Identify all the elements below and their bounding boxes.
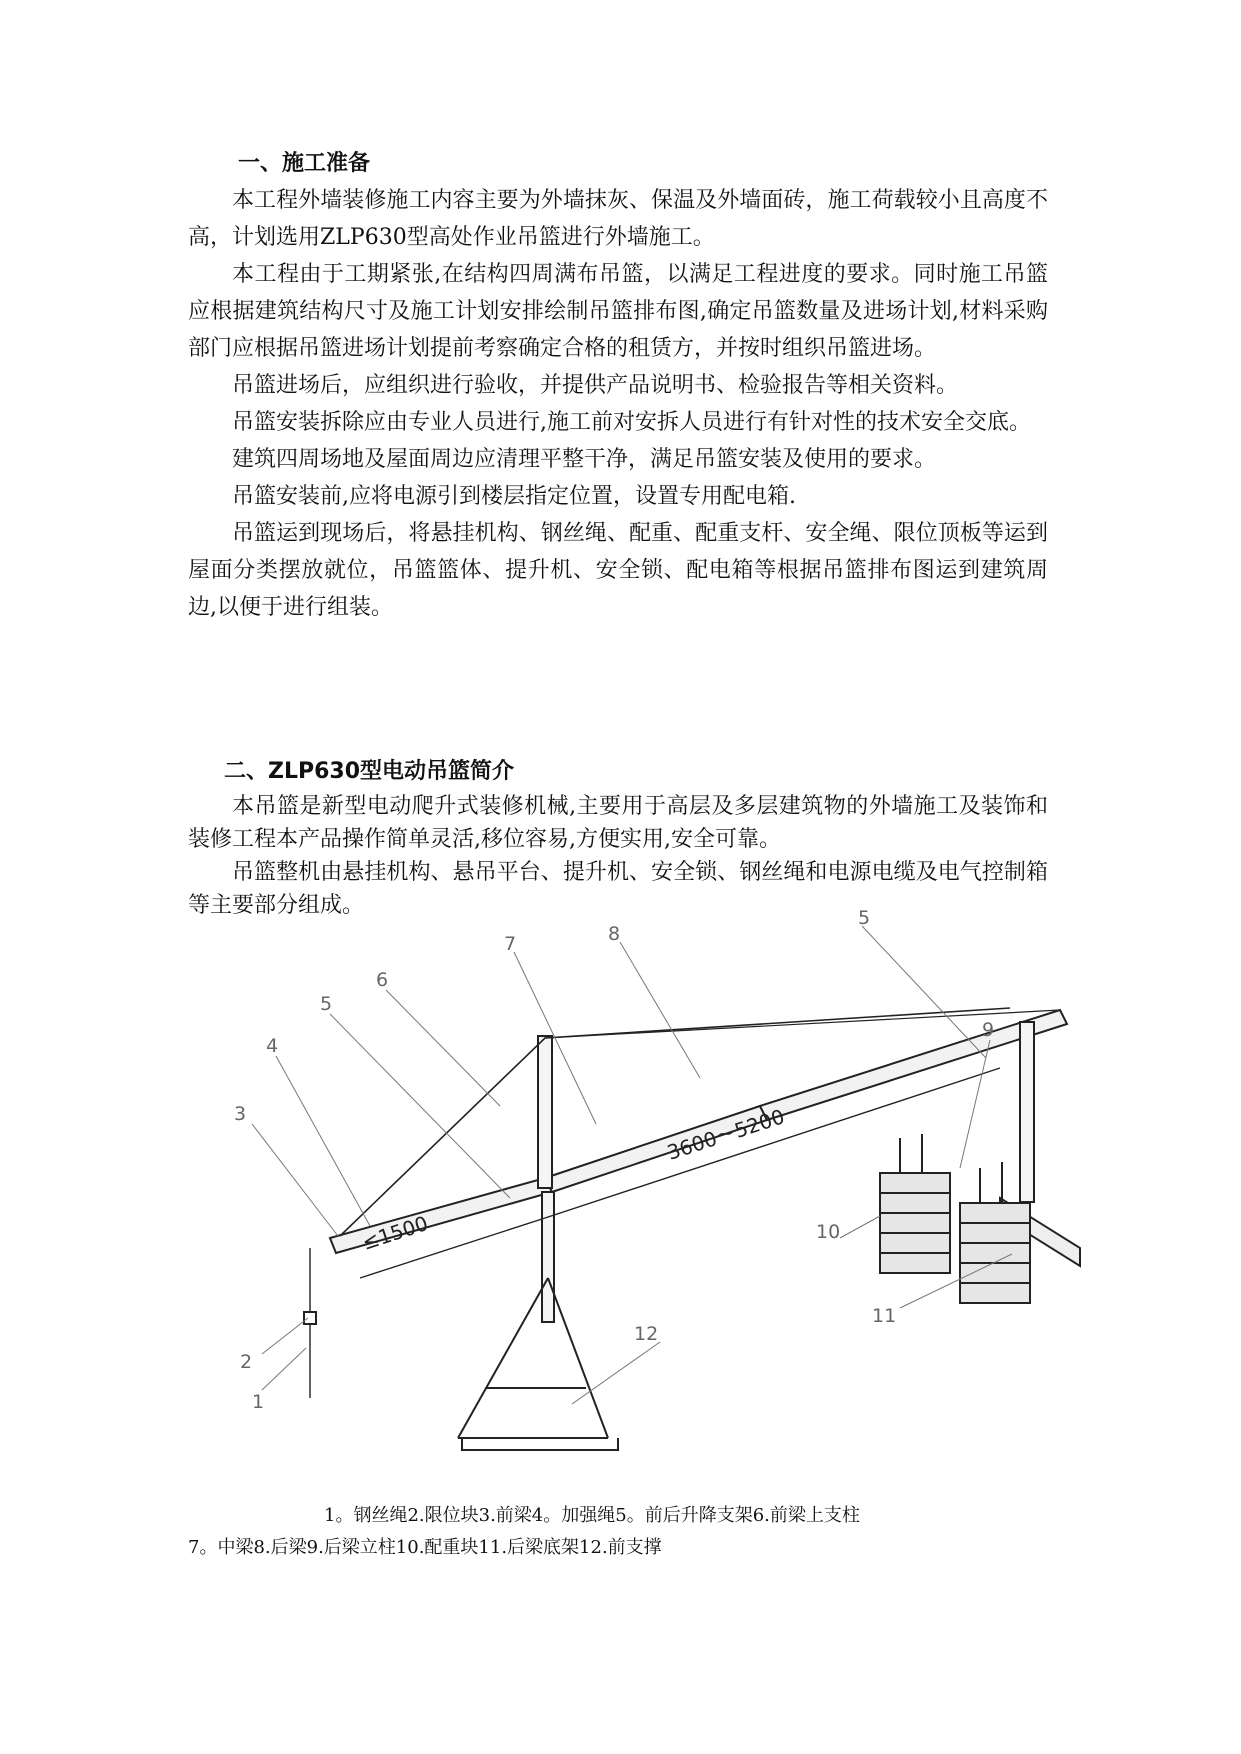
dimension-short-label: ≤1500: [359, 1211, 431, 1255]
callout-11: 11: [872, 1305, 897, 1327]
counterweight-left: [880, 1134, 950, 1273]
paragraph: 吊篮运到现场后，将悬挂机构、钢丝绳、配重、配重支杆、安全绳、限位顶板等运到屋面分类摆放就位，吊篮篮体、提升机、安全锁、配电箱等根据吊篮排布图运到建筑周边,以便于进行组装。: [188, 521, 1048, 620]
callout-10: 10: [816, 1221, 841, 1243]
dimension-long-label: 3600～5200: [664, 1104, 788, 1165]
paragraph: 建筑四周场地及屋面周边应清理平整干净，满足吊篮安装及使用的要求。: [232, 447, 937, 472]
caption-line-1: 1。钢丝绳2.限位块3.前梁4。加强绳5。前后升降支架6.前梁上支柱: [324, 1505, 860, 1526]
callout-8: 8: [608, 923, 621, 945]
front-upper-post: [538, 1036, 552, 1188]
paragraph: 吊篮安装前,应将电源引到楼层指定位置，设置专用配电箱.: [232, 484, 796, 509]
paragraph: 吊篮进场后，应组织进行验收，并提供产品说明书、检验报告等相关资料。: [232, 373, 959, 398]
paragraph: 本工程外墙装修施工内容主要为外墙抹灰、保温及外墙面砖，施工荷载较小且高度不高，计划选用ZLP630型高处作业吊篮进行外墙施工。: [188, 188, 1048, 250]
callout-2: 2: [240, 1351, 253, 1373]
paragraph: 本工程由于工期紧张,在结构四周满布吊篮，以满足工程进度的要求。同时施工吊篮应根据建筑结构尺寸及施工计划安排绘制吊篮排布图,确定吊篮数量及进场计划,材料采购部门应根据吊篮进场计划提前考察确定合格的租赁方，并按时组织吊篮进场。: [188, 262, 1048, 361]
section-heading: 一、施工准备: [238, 151, 371, 176]
rear-beam-column: [1020, 1022, 1034, 1202]
paragraph: 吊篮安装拆除应由专业人员进行,施工前对安拆人员进行有针对性的技术安全交底。: [232, 410, 1031, 435]
limit-block: [304, 1312, 316, 1324]
section-construction-preparation: [188, 146, 1048, 626]
front-support-post: [542, 1192, 554, 1322]
callout-4: 4: [266, 1035, 279, 1057]
figure-caption: [188, 1500, 1068, 1564]
callout-12: 12: [634, 1323, 659, 1345]
paragraph: 本吊篮是新型电动爬升式装修机械,主要用于高层及多层建筑物的外墙施工及装饰和装修工程本产品操作简单灵活,移位容易,方便实用,安全可靠。: [188, 794, 1048, 852]
callout-3: 3: [234, 1103, 247, 1125]
callout-7: 7: [504, 933, 517, 955]
diagram-svg: [200, 907, 1080, 1508]
section-heading: 二、ZLP630型电动吊篮简介: [224, 759, 515, 784]
callout-1: 1: [252, 1391, 265, 1413]
section-gondola-introduction: [188, 754, 1048, 922]
gondola-structure-diagram: [200, 907, 1080, 1508]
caption-line-2: 7。中梁8.后梁9.后梁立柱10.配重块11.后梁底架12.前支撑: [188, 1537, 662, 1558]
callout-5: 5: [320, 993, 333, 1015]
paragraph: 吊篮整机由悬挂机构、悬吊平台、提升机、安全锁、钢丝绳和电源电缆及电气控制箱等主要部分组成。: [188, 860, 1048, 918]
callout-5-rear: 5: [858, 907, 871, 929]
callout-9: 9: [982, 1019, 995, 1041]
callout-6: 6: [376, 969, 389, 991]
front-support-frame: [458, 1278, 618, 1450]
